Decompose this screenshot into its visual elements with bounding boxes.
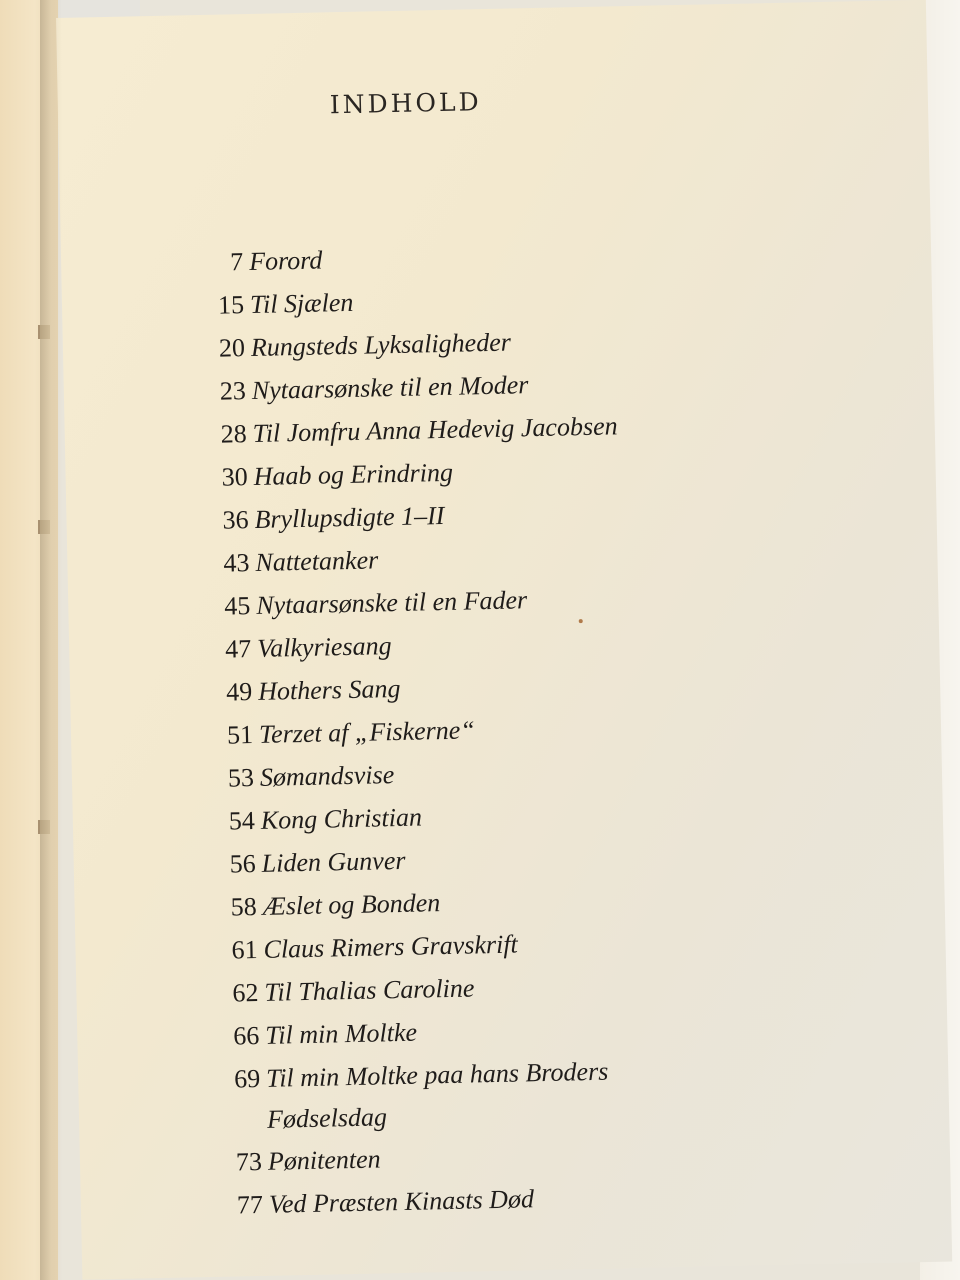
toc-page-number: 28 [220, 419, 248, 449]
toc-entry-title: Bryllupsdigte 1–II [254, 500, 445, 534]
toc-entry-title: Forord [248, 245, 323, 277]
toc-entry-title: Liden Gunver [261, 845, 406, 878]
toc-entry-title: Haab og Erindring [253, 457, 454, 491]
toc-page-number: 20 [218, 333, 246, 363]
toc-entry-title: Nytaarsønske til en Fader [256, 585, 528, 620]
toc-entry-title: Til Jomfru Anna Hedevig Jacobsen [252, 411, 618, 448]
toc-page-number: 58 [230, 891, 257, 922]
toc-page-number: 73 [235, 1146, 263, 1177]
toc-page-number: 53 [227, 763, 255, 793]
toc-entry-title: Hothers Sang [257, 673, 401, 706]
toc-entry-title: Terzet af „Fiskerne“ [258, 715, 476, 749]
toc-page-number: 47 [224, 634, 252, 664]
toc-page-number: 56 [229, 849, 257, 879]
table-of-contents [203, 228, 864, 1227]
toc-page-number: 43 [223, 548, 250, 578]
toc-entry-title: Nattetanker [255, 545, 379, 577]
toc-entry-title: Ved Præsten Kinasts Død [268, 1184, 535, 1219]
toc-entry-title: Til min Moltke [265, 1017, 418, 1050]
toc-entry-title: Sømandsvise [259, 760, 395, 792]
toc-entry-title: Valkyriesang [256, 631, 392, 663]
toc-page-number: 66 [233, 1020, 260, 1051]
toc-page-number: 61 [231, 934, 258, 965]
toc-page-number: 69 [233, 1063, 261, 1094]
toc-entry-title: Rungsteds Lyksaligheder [250, 327, 512, 362]
toc-page-number: 54 [228, 806, 256, 836]
toc-entry-title: Til min Moltke paa hans Broders [265, 1056, 609, 1093]
toc-page-number: 49 [225, 677, 253, 707]
toc-page-number: 77 [236, 1189, 264, 1220]
toc-entry-title: Nytaarsønske til en Moder [251, 370, 529, 405]
toc-page-number: 51 [226, 720, 254, 750]
toc-entry-title: Æslet og Bonden [262, 888, 441, 921]
toc-page-number: 7 [229, 247, 244, 277]
toc-entry-title: Kong Christian [260, 802, 423, 835]
toc-entry-title: Til Sjælen [249, 287, 354, 319]
toc-page-number: 62 [232, 977, 259, 1008]
toc-entry-title: Claus Rimers Gravskrift [263, 929, 519, 964]
paper-speck [579, 619, 583, 623]
toc-entry-continuation: Fødselsdag [266, 1102, 388, 1134]
spine-shadow [40, 0, 62, 1280]
toc-page-number: 45 [224, 591, 251, 621]
toc-page-number: 30 [221, 462, 248, 492]
toc-entry-title: Til Thalias Caroline [264, 973, 475, 1007]
toc-page-number: 36 [222, 505, 249, 535]
toc-page-number: 15 [217, 290, 245, 320]
toc-entry-title: Pønitenten [267, 1144, 381, 1176]
book-page [56, 0, 952, 1280]
toc-page-number: 23 [219, 376, 247, 406]
page-title: INDHOLD [329, 87, 482, 120]
